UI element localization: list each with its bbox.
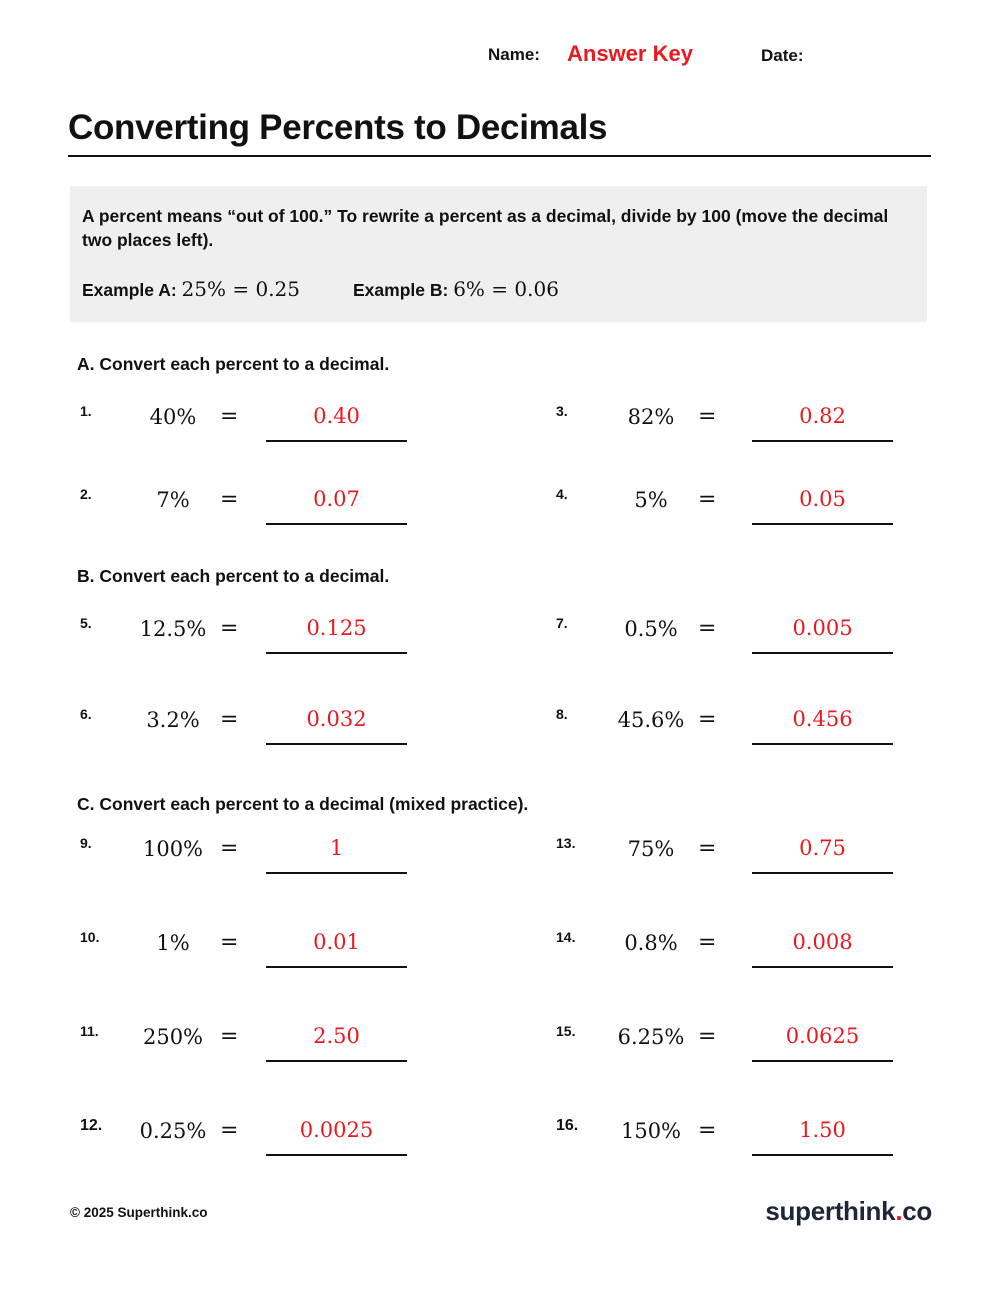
problem-number: 13. bbox=[556, 835, 576, 851]
equals-sign: = bbox=[220, 707, 239, 732]
example-a-math: 25% = 0.25 bbox=[181, 277, 301, 301]
problem-number: 11. bbox=[80, 1023, 99, 1039]
problem-number: 9. bbox=[80, 835, 92, 851]
problem-answer: 0.125 bbox=[306, 616, 367, 640]
brand-tld: co bbox=[902, 1196, 932, 1226]
problem-percent: 1% bbox=[156, 931, 190, 955]
section-c-heading: C. Convert each percent to a decimal (mixed practice). bbox=[77, 794, 529, 814]
equals-sign: = bbox=[698, 487, 717, 512]
problem-percent: 150% bbox=[620, 1119, 682, 1143]
example-a bbox=[82, 277, 300, 301]
brand-dot: . bbox=[895, 1196, 903, 1226]
example-b bbox=[353, 277, 559, 301]
problem-percent: 82% bbox=[627, 405, 675, 429]
problem-percent: 3.2% bbox=[146, 708, 200, 732]
equals-sign: = bbox=[220, 836, 239, 861]
answer-line bbox=[266, 652, 407, 654]
problem-answer: 0.008 bbox=[792, 930, 853, 954]
answer-line bbox=[752, 743, 893, 745]
problem-number: 15. bbox=[556, 1023, 576, 1039]
answer-line bbox=[266, 523, 407, 525]
copyright: © 2025 Superthink.co bbox=[70, 1205, 208, 1220]
problem-percent: 6.25% bbox=[617, 1025, 685, 1049]
equals-sign: = bbox=[220, 1118, 239, 1143]
equals-sign: = bbox=[698, 616, 717, 641]
problem-percent: 0.5% bbox=[624, 617, 678, 641]
page-title: Converting Percents to Decimals bbox=[68, 108, 608, 147]
problem-number: 16. bbox=[556, 1117, 579, 1134]
problem-answer: 0.75 bbox=[799, 836, 846, 860]
problem-number: 10. bbox=[80, 929, 100, 945]
problem-answer: 0.40 bbox=[313, 404, 360, 428]
problem-percent: 45.6% bbox=[617, 708, 685, 732]
problem-number: 14. bbox=[556, 929, 576, 945]
problem-number: 8. bbox=[556, 706, 568, 722]
problem-percent: 40% bbox=[149, 405, 197, 429]
problem-answer: 1 bbox=[329, 836, 344, 860]
section-a-heading: A. Convert each percent to a decimal. bbox=[77, 354, 390, 374]
answer-line bbox=[266, 1154, 407, 1156]
problem-answer: 0.05 bbox=[799, 487, 846, 511]
problem-percent: 0.8% bbox=[624, 931, 678, 955]
equals-sign: = bbox=[220, 616, 239, 641]
name-label: Name: bbox=[488, 45, 540, 64]
brand-logo bbox=[765, 1196, 932, 1227]
problem-answer: 0.01 bbox=[313, 930, 360, 954]
problem-percent: 75% bbox=[627, 837, 675, 861]
equals-sign: = bbox=[698, 1118, 717, 1143]
answer-line bbox=[752, 966, 893, 968]
problem-number: 2. bbox=[80, 486, 92, 502]
problem-percent: 100% bbox=[142, 837, 204, 861]
date-label: Date: bbox=[761, 46, 804, 65]
answer-line bbox=[266, 743, 407, 745]
answer-line bbox=[266, 1060, 407, 1062]
problem-percent: 12.5% bbox=[139, 617, 207, 641]
problem-percent: 5% bbox=[634, 488, 668, 512]
example-b-label: Example B: bbox=[353, 280, 449, 300]
info-text: A percent means “out of 100.” To rewrite a percent as a decimal, divide by 100 (move the decimal two places left). bbox=[82, 206, 889, 250]
problem-percent: 250% bbox=[142, 1025, 204, 1049]
problem-answer: 0.032 bbox=[306, 707, 367, 731]
problem-answer: 0.0025 bbox=[299, 1118, 374, 1142]
problem-answer: 0.82 bbox=[799, 404, 846, 428]
problem-answer: 0.0625 bbox=[785, 1024, 860, 1048]
answer-line bbox=[752, 872, 893, 874]
equals-sign: = bbox=[220, 404, 239, 429]
answer-line bbox=[752, 440, 893, 442]
problem-number: 12. bbox=[80, 1117, 103, 1134]
example-a-label: Example A: bbox=[82, 280, 177, 300]
answer-line bbox=[752, 1154, 893, 1156]
equals-sign: = bbox=[698, 707, 717, 732]
problem-number: 7. bbox=[556, 615, 568, 631]
answer-line bbox=[752, 652, 893, 654]
problem-percent: 7% bbox=[156, 488, 190, 512]
problem-number: 5. bbox=[80, 615, 92, 631]
equals-sign: = bbox=[698, 1024, 717, 1049]
problem-answer: 0.07 bbox=[313, 487, 360, 511]
problem-percent: 0.25% bbox=[139, 1119, 207, 1143]
title-divider bbox=[68, 155, 931, 157]
answer-line bbox=[266, 440, 407, 442]
problem-answer: 2.50 bbox=[313, 1024, 360, 1048]
answer-line bbox=[752, 1060, 893, 1062]
equals-sign: = bbox=[220, 1024, 239, 1049]
answer-line bbox=[266, 966, 407, 968]
equals-sign: = bbox=[220, 930, 239, 955]
problem-answer: 0.005 bbox=[792, 616, 853, 640]
example-b-math: 6% = 0.06 bbox=[453, 277, 559, 301]
brand-main: superthink bbox=[765, 1196, 896, 1226]
problem-number: 3. bbox=[556, 403, 568, 419]
equals-sign: = bbox=[698, 404, 717, 429]
answer-line bbox=[752, 523, 893, 525]
problem-answer: 0.456 bbox=[792, 707, 853, 731]
section-b-heading: B. Convert each percent to a decimal. bbox=[77, 566, 390, 586]
equals-sign: = bbox=[698, 836, 717, 861]
equals-sign: = bbox=[220, 487, 239, 512]
answer-line bbox=[266, 872, 407, 874]
equals-sign: = bbox=[698, 930, 717, 955]
problem-number: 6. bbox=[80, 706, 92, 722]
problem-number: 4. bbox=[556, 486, 568, 502]
name-value: Answer Key bbox=[567, 41, 693, 66]
problem-answer: 1.50 bbox=[799, 1118, 846, 1142]
problem-number: 1. bbox=[80, 403, 92, 419]
